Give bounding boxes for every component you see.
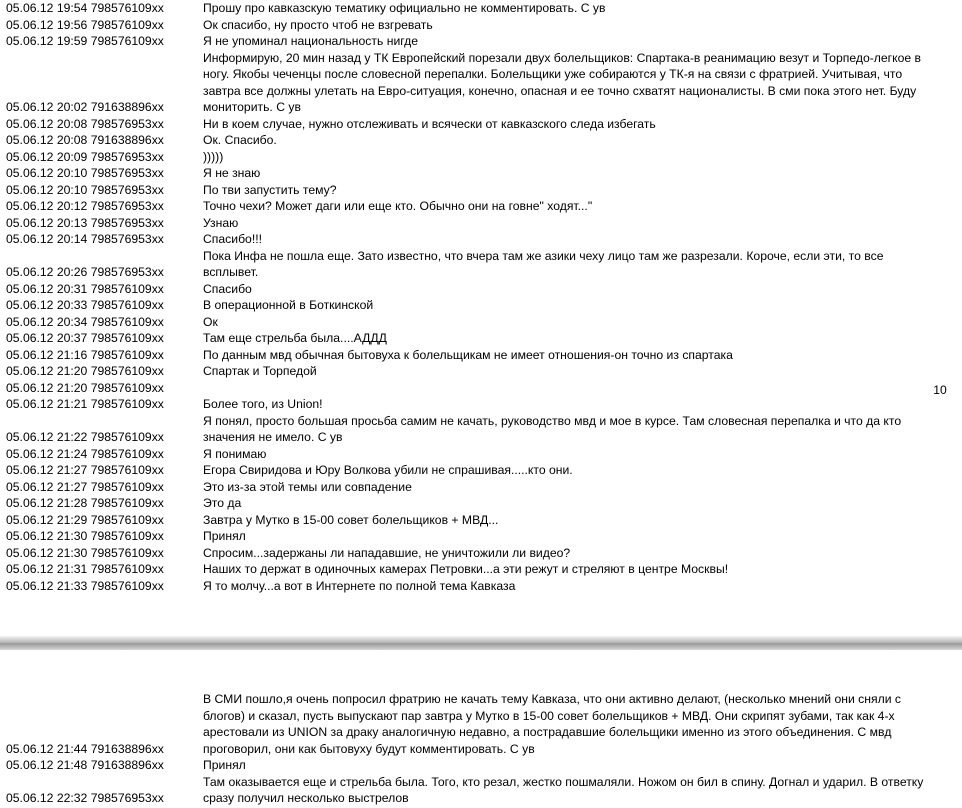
message-meta: 05.06.12 19:56 798576109xx — [6, 17, 164, 32]
message-meta: 05.06.12 19:54 798576109xx — [6, 1, 164, 15]
message-text: Я то молчу...а вот в Интернете по полной тема Кавказа — [203, 578, 516, 593]
message-row — [0, 330, 962, 347]
message-row — [0, 561, 962, 578]
message-row — [0, 17, 962, 34]
message-row — [0, 248, 962, 281]
message-row — [0, 116, 962, 133]
message-text: Спасибо — [203, 281, 252, 296]
message-text: Прошу про кавказскую тематику официально не комментировать. С ув — [203, 1, 606, 15]
message-row — [0, 774, 962, 807]
message-meta: 05.06.12 21:44 791638896xx — [6, 741, 164, 756]
message-row — [0, 691, 962, 757]
message-meta: 05.06.12 20:26 798576953xx — [6, 265, 164, 279]
message-meta: 05.06.12 21:33 798576109xx — [6, 578, 164, 593]
message-row — [0, 347, 962, 364]
message-text: Спасибо!!! — [203, 232, 262, 246]
message-row — [0, 462, 962, 479]
message-text: Я понимаю — [203, 446, 267, 461]
message-row — [0, 363, 962, 380]
message-text: Принял — [203, 529, 246, 543]
message-text: Ок. Спасибо. — [203, 133, 277, 147]
message-row — [0, 413, 962, 446]
page-number: 10 — [933, 383, 947, 397]
message-meta: 05.06.12 20:34 798576109xx — [6, 314, 164, 329]
message-row — [0, 0, 962, 17]
message-text: Там еще стрельба была....АДДД — [203, 331, 387, 345]
message-meta: 05.06.12 20:02 791638896xx — [6, 100, 164, 114]
message-row — [0, 446, 962, 463]
message-row — [0, 479, 962, 496]
message-text: Егора Свиридова и Юру Волкова убили не спрашивая.....кто они. — [203, 463, 573, 477]
message-meta: 05.06.12 22:32 798576953xx — [6, 791, 164, 805]
message-text: Наших то держат в одиночных камерах Петровки...а эти режут и стреляют в центре Москвы! — [203, 562, 729, 576]
message-meta: 05.06.12 20:12 798576953xx — [6, 199, 164, 213]
message-row — [0, 182, 962, 199]
message-text: Это из-за этой темы или совпадение — [203, 479, 412, 494]
message-meta: 05.06.12 21:27 798576109xx — [6, 463, 164, 477]
message-text: Узнаю — [203, 215, 239, 230]
message-row — [0, 512, 962, 529]
message-meta: 05.06.12 20:08 798576953xx — [6, 116, 164, 131]
message-row — [0, 578, 962, 595]
message-meta: 05.06.12 21:20 798576109xx — [6, 380, 164, 395]
message-text: Пока Инфа не пошла еще. Зато известно, что вчера там же азики чеху лицо там же разрезали. Короче, если эти, то все всплывет. — [203, 248, 884, 279]
message-meta: 05.06.12 21:31 798576109xx — [6, 562, 164, 576]
message-meta: 05.06.12 20:33 798576109xx — [6, 298, 164, 312]
message-meta: 05.06.12 21:20 798576109xx — [6, 364, 164, 378]
message-text: ))))) — [203, 149, 224, 164]
message-meta: 05.06.12 21:29 798576109xx — [6, 512, 164, 527]
message-meta: 05.06.12 21:28 798576109xx — [6, 496, 164, 510]
message-text: Я понял, просто большая просьба самим не качать, руководство мвд и мое в курсе. Там словесная перепалка и что да кто значения не имело. С ув — [203, 413, 902, 444]
message-meta: 05.06.12 20:14 798576953xx — [6, 232, 164, 246]
message-row — [0, 50, 962, 116]
message-meta: 05.06.12 20:10 798576953xx — [6, 166, 164, 180]
message-meta: 05.06.12 20:37 798576109xx — [6, 331, 164, 345]
message-row — [0, 545, 962, 562]
message-meta: 05.06.12 20:08 791638896xx — [6, 133, 164, 147]
message-text: Спартак и Торпедой — [203, 364, 317, 378]
message-text: В операционной в Боткинской — [203, 298, 374, 312]
message-meta: 05.06.12 21:30 798576109xx — [6, 529, 164, 543]
message-meta: 05.06.12 21:30 798576109xx — [6, 545, 164, 560]
message-row — [0, 281, 962, 298]
message-row — [0, 757, 962, 774]
message-text: В СМИ пошло,я очень попросил фратрию не качать тему Кавказа, что они активно делают, (несколько мнений они сняли с блогов) и сказал, пусть выпускают пар завтра у Мутко в 15-00 совет болельщиков + МВД. Они скрипят зубами, так как 4-х арестовали из UNION за драку аналогичную недавно, а пострадавшие болельщики именно из этого объединения. С мвд проговорил, они как бытовуху будут комментировать. С ув — [203, 692, 902, 756]
page-break-separator — [0, 636, 962, 650]
message-row — [0, 297, 962, 314]
message-meta: 05.06.12 21:21 798576109xx — [6, 397, 164, 411]
message-text: Принял — [203, 758, 246, 772]
message-row — [0, 314, 962, 331]
message-meta: 05.06.12 21:24 798576109xx — [6, 446, 164, 461]
message-meta: 05.06.12 19:59 798576109xx — [6, 34, 164, 48]
message-text: Это да — [203, 496, 242, 510]
message-meta: 05.06.12 20:09 798576953xx — [6, 149, 164, 164]
message-text: Я не упоминал национальность нигде — [203, 34, 419, 48]
message-text: Я не знаю — [203, 166, 261, 180]
message-row — [0, 528, 962, 545]
message-row — [0, 132, 962, 149]
message-log — [0, 691, 962, 807]
message-text: Более того, из Union! — [203, 397, 323, 411]
message-text: По данным мвд обычная бытовуха к болельщикам не имеет отношения-он точно из спартака — [203, 347, 733, 362]
message-text: Ни в коем случае, нужно отслеживать и всячески от кавказского следа избегать — [203, 116, 656, 131]
message-meta: 05.06.12 21:27 798576109xx — [6, 479, 164, 494]
message-meta: 05.06.12 20:10 798576953xx — [6, 182, 164, 197]
message-meta: 05.06.12 21:48 791638896xx — [6, 758, 164, 772]
message-text: Информирую, 20 мин назад у ТК Европейский порезали двух болельщиков: Спартака-в реанимацию везут и Торпедо-легкое в ногу. Якобы чеченцы после словесной перепалки. Болельщики уже собираются у ТК-я на связи с фратрией. Учитывая, что завтра все должны улетать на Евро-ситуация, конечно, опасная и ее точно схватят националисты. В сми пока этого нет. Буду мониторить. С ув — [203, 50, 922, 114]
message-row — [0, 33, 962, 50]
message-text: Завтра у Мутко в 15-00 совет болельщиков + МВД... — [203, 512, 499, 527]
message-row — [0, 215, 962, 232]
message-text: По тви запустить тему? — [203, 182, 337, 197]
message-row — [0, 380, 962, 397]
message-row — [0, 149, 962, 166]
message-row — [0, 198, 962, 215]
message-row — [0, 231, 962, 248]
message-meta: 05.06.12 20:13 798576953xx — [6, 215, 164, 230]
message-meta: 05.06.12 21:16 798576109xx — [6, 347, 164, 362]
message-row — [0, 495, 962, 512]
message-text: Точно чехи? Может даги или еще кто. Обычно они на говне" ходят..." — [203, 199, 593, 213]
message-text: Ок спасибо, ну просто чтоб не взгревать — [203, 17, 433, 32]
message-meta: 05.06.12 20:31 798576109xx — [6, 281, 164, 296]
message-text: Спросим...задержаны ли нападавшие, не уничтожили ли видео? — [203, 545, 571, 560]
message-row — [0, 396, 962, 413]
message-text: Ок — [203, 314, 218, 329]
document-page-2 — [0, 650, 962, 808]
message-meta: 05.06.12 21:22 798576109xx — [6, 430, 164, 444]
message-row — [0, 165, 962, 182]
message-text: Там оказывается еще и стрельба была. Того, кто резал, жестко пошмаляли. Ножом он бил в спину. Догнал и ударил. В ответку сразу получил несколько выстрелов — [203, 774, 924, 805]
